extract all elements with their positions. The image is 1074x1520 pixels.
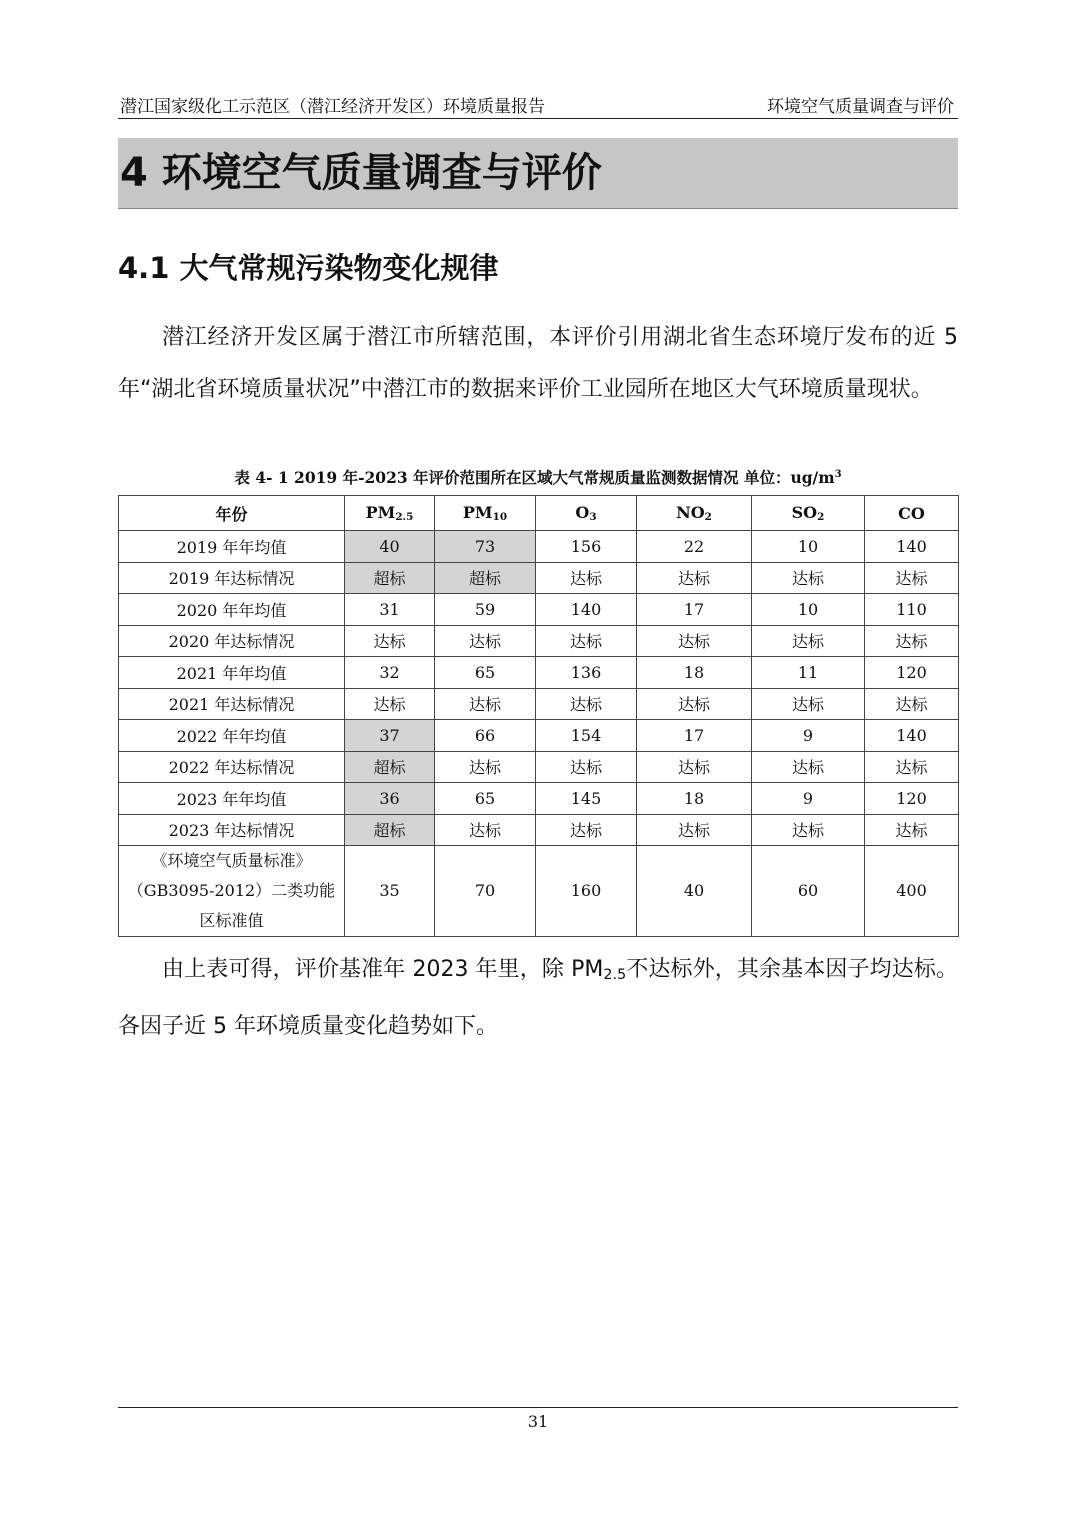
cell-pm10: 超标 bbox=[435, 562, 536, 594]
cell-no2: 达标 bbox=[637, 625, 752, 657]
cell-co: 达标 bbox=[865, 688, 959, 720]
cell-o3: 达标 bbox=[536, 625, 637, 657]
cell-pm25: 36 bbox=[345, 783, 435, 815]
cell-o3: 达标 bbox=[536, 562, 637, 594]
cell-pm25: 37 bbox=[345, 720, 435, 752]
cell-co: 达标 bbox=[865, 751, 959, 783]
cell-pm10: 达标 bbox=[435, 688, 536, 720]
header-pm25-base: PM bbox=[365, 502, 396, 522]
cell-o3: 140 bbox=[536, 594, 637, 626]
cell-co: 140 bbox=[865, 720, 959, 752]
cell-no2: 18 bbox=[637, 783, 752, 815]
cell-no2: 达标 bbox=[637, 562, 752, 594]
cell-so2: 达标 bbox=[752, 562, 865, 594]
cell-no2: 达标 bbox=[637, 751, 752, 783]
table-row bbox=[119, 720, 959, 752]
cell-so2: 10 bbox=[752, 531, 865, 563]
cell-co: 140 bbox=[865, 531, 959, 563]
table-row bbox=[119, 688, 959, 720]
table-header-row bbox=[119, 496, 959, 531]
standard-o3: 160 bbox=[536, 846, 637, 937]
cell-pm10: 66 bbox=[435, 720, 536, 752]
header-so2 bbox=[752, 496, 865, 531]
table-row bbox=[119, 531, 959, 563]
header-o3 bbox=[536, 496, 637, 531]
cell-o3: 154 bbox=[536, 720, 637, 752]
cell-no2: 18 bbox=[637, 657, 752, 689]
cell-pm10: 73 bbox=[435, 531, 536, 563]
standard-no2: 40 bbox=[637, 846, 752, 937]
cell-o3: 136 bbox=[536, 657, 637, 689]
header-no2 bbox=[637, 496, 752, 531]
page-header bbox=[118, 90, 958, 119]
standard-pm10: 70 bbox=[435, 846, 536, 937]
table-caption bbox=[118, 466, 958, 488]
header-chapter-name: 环境空气质量调查与评价 bbox=[767, 97, 954, 117]
cell-pm25: 40 bbox=[345, 531, 435, 563]
cell-o3: 达标 bbox=[536, 751, 637, 783]
cell-o3: 156 bbox=[536, 531, 637, 563]
cell-pm25: 达标 bbox=[345, 688, 435, 720]
cell-no2: 17 bbox=[637, 720, 752, 752]
cell-pm10: 65 bbox=[435, 657, 536, 689]
footer-divider bbox=[118, 1407, 958, 1408]
cell-co: 120 bbox=[865, 657, 959, 689]
table-row bbox=[119, 751, 959, 783]
cell-no2: 达标 bbox=[637, 688, 752, 720]
cell-pm10: 59 bbox=[435, 594, 536, 626]
header-so2-sub: 2 bbox=[817, 511, 825, 524]
conclusion-paragraph bbox=[118, 944, 958, 1053]
row-label: 2020 年年均值 bbox=[119, 594, 345, 626]
header-pm10-base: PM bbox=[462, 502, 493, 522]
table-row-standard bbox=[119, 846, 959, 937]
table-caption-text: 表 4- 1 2019 年-2023 年评价范围所在区域大气常规质量监测数据情况 单位：ug/m bbox=[234, 468, 835, 487]
cell-pm10: 65 bbox=[435, 783, 536, 815]
row-label: 2023 年年均值 bbox=[119, 783, 345, 815]
air-quality-table bbox=[118, 495, 959, 937]
cell-so2: 达标 bbox=[752, 751, 865, 783]
cell-pm25: 超标 bbox=[345, 751, 435, 783]
header-pm25-sub: 2.5 bbox=[395, 511, 414, 524]
header-pm10 bbox=[435, 496, 536, 531]
conclusion-after: 不达标外，其余基本因子均达标。各因子近 5 年环境质量变化趋势如下。 bbox=[118, 957, 958, 1039]
header-so2-base: SO bbox=[791, 502, 818, 522]
row-label: 2021 年年均值 bbox=[119, 657, 345, 689]
table-row bbox=[119, 562, 959, 594]
conclusion-sub: 2.5 bbox=[603, 966, 627, 983]
standard-label-line2: （GB3095-2012）二类功能 bbox=[127, 881, 336, 900]
header-report-title: 潜江国家级化工示范区（潜江经济开发区）环境质量报告 bbox=[120, 97, 545, 117]
header-year: 年份 bbox=[119, 496, 345, 531]
chapter-title: 4 环境空气质量调查与评价 bbox=[118, 138, 958, 209]
cell-so2: 达标 bbox=[752, 688, 865, 720]
cell-pm25: 超标 bbox=[345, 562, 435, 594]
cell-pm10: 达标 bbox=[435, 625, 536, 657]
section-title: 4.1 大气常规污染物变化规律 bbox=[118, 251, 499, 285]
header-no2-base: NO bbox=[676, 502, 705, 522]
standard-pm25: 35 bbox=[345, 846, 435, 937]
header-o3-sub: 3 bbox=[589, 511, 597, 524]
table-row bbox=[119, 594, 959, 626]
header-no2-sub: 2 bbox=[704, 511, 712, 524]
row-label: 2021 年达标情况 bbox=[119, 688, 345, 720]
cell-pm25: 达标 bbox=[345, 625, 435, 657]
standard-label-line1: 《环境空气质量标准》 bbox=[151, 851, 312, 870]
cell-so2: 9 bbox=[752, 720, 865, 752]
header-pm25 bbox=[345, 496, 435, 531]
header-co: CO bbox=[865, 496, 959, 531]
cell-co: 达标 bbox=[865, 562, 959, 594]
cell-pm10: 达标 bbox=[435, 751, 536, 783]
header-o3-base: O bbox=[575, 502, 590, 522]
cell-o3: 145 bbox=[536, 783, 637, 815]
cell-no2: 22 bbox=[637, 531, 752, 563]
standard-label-line3: 区标准值 bbox=[199, 911, 264, 930]
table-row bbox=[119, 657, 959, 689]
cell-pm25: 超标 bbox=[345, 814, 435, 846]
cell-pm25: 31 bbox=[345, 594, 435, 626]
header-pm10-sub: 10 bbox=[492, 511, 508, 524]
cell-co: 120 bbox=[865, 783, 959, 815]
page-number: 31 bbox=[527, 1412, 549, 1431]
table-caption-sup: 3 bbox=[834, 468, 842, 480]
standard-co: 400 bbox=[865, 846, 959, 937]
cell-pm10: 达标 bbox=[435, 814, 536, 846]
cell-so2: 达标 bbox=[752, 814, 865, 846]
row-label: 2022 年年均值 bbox=[119, 720, 345, 752]
table-row bbox=[119, 814, 959, 846]
row-label: 2023 年达标情况 bbox=[119, 814, 345, 846]
standard-so2: 60 bbox=[752, 846, 865, 937]
cell-so2: 达标 bbox=[752, 625, 865, 657]
cell-no2: 17 bbox=[637, 594, 752, 626]
cell-so2: 11 bbox=[752, 657, 865, 689]
standard-label bbox=[119, 846, 345, 937]
cell-o3: 达标 bbox=[536, 814, 637, 846]
row-label: 2019 年达标情况 bbox=[119, 562, 345, 594]
row-label: 2019 年年均值 bbox=[119, 531, 345, 563]
intro-paragraph: 潜江经济开发区属于潜江市所辖范围，本评价引用湖北省生态环境厅发布的近 5 年“湖北省环境质量状况”中潜江市的数据来评价工业园所在地区大气环境质量现状。 bbox=[118, 325, 958, 402]
table-row bbox=[119, 783, 959, 815]
cell-co: 达标 bbox=[865, 625, 959, 657]
conclusion-before: 由上表可得，评价基准年 2023 年里，除 PM bbox=[162, 957, 604, 982]
cell-no2: 达标 bbox=[637, 814, 752, 846]
table-row bbox=[119, 625, 959, 657]
cell-pm25: 32 bbox=[345, 657, 435, 689]
cell-co: 达标 bbox=[865, 814, 959, 846]
cell-so2: 10 bbox=[752, 594, 865, 626]
row-label: 2020 年达标情况 bbox=[119, 625, 345, 657]
cell-o3: 达标 bbox=[536, 688, 637, 720]
cell-so2: 9 bbox=[752, 783, 865, 815]
cell-co: 110 bbox=[865, 594, 959, 626]
row-label: 2022 年达标情况 bbox=[119, 751, 345, 783]
